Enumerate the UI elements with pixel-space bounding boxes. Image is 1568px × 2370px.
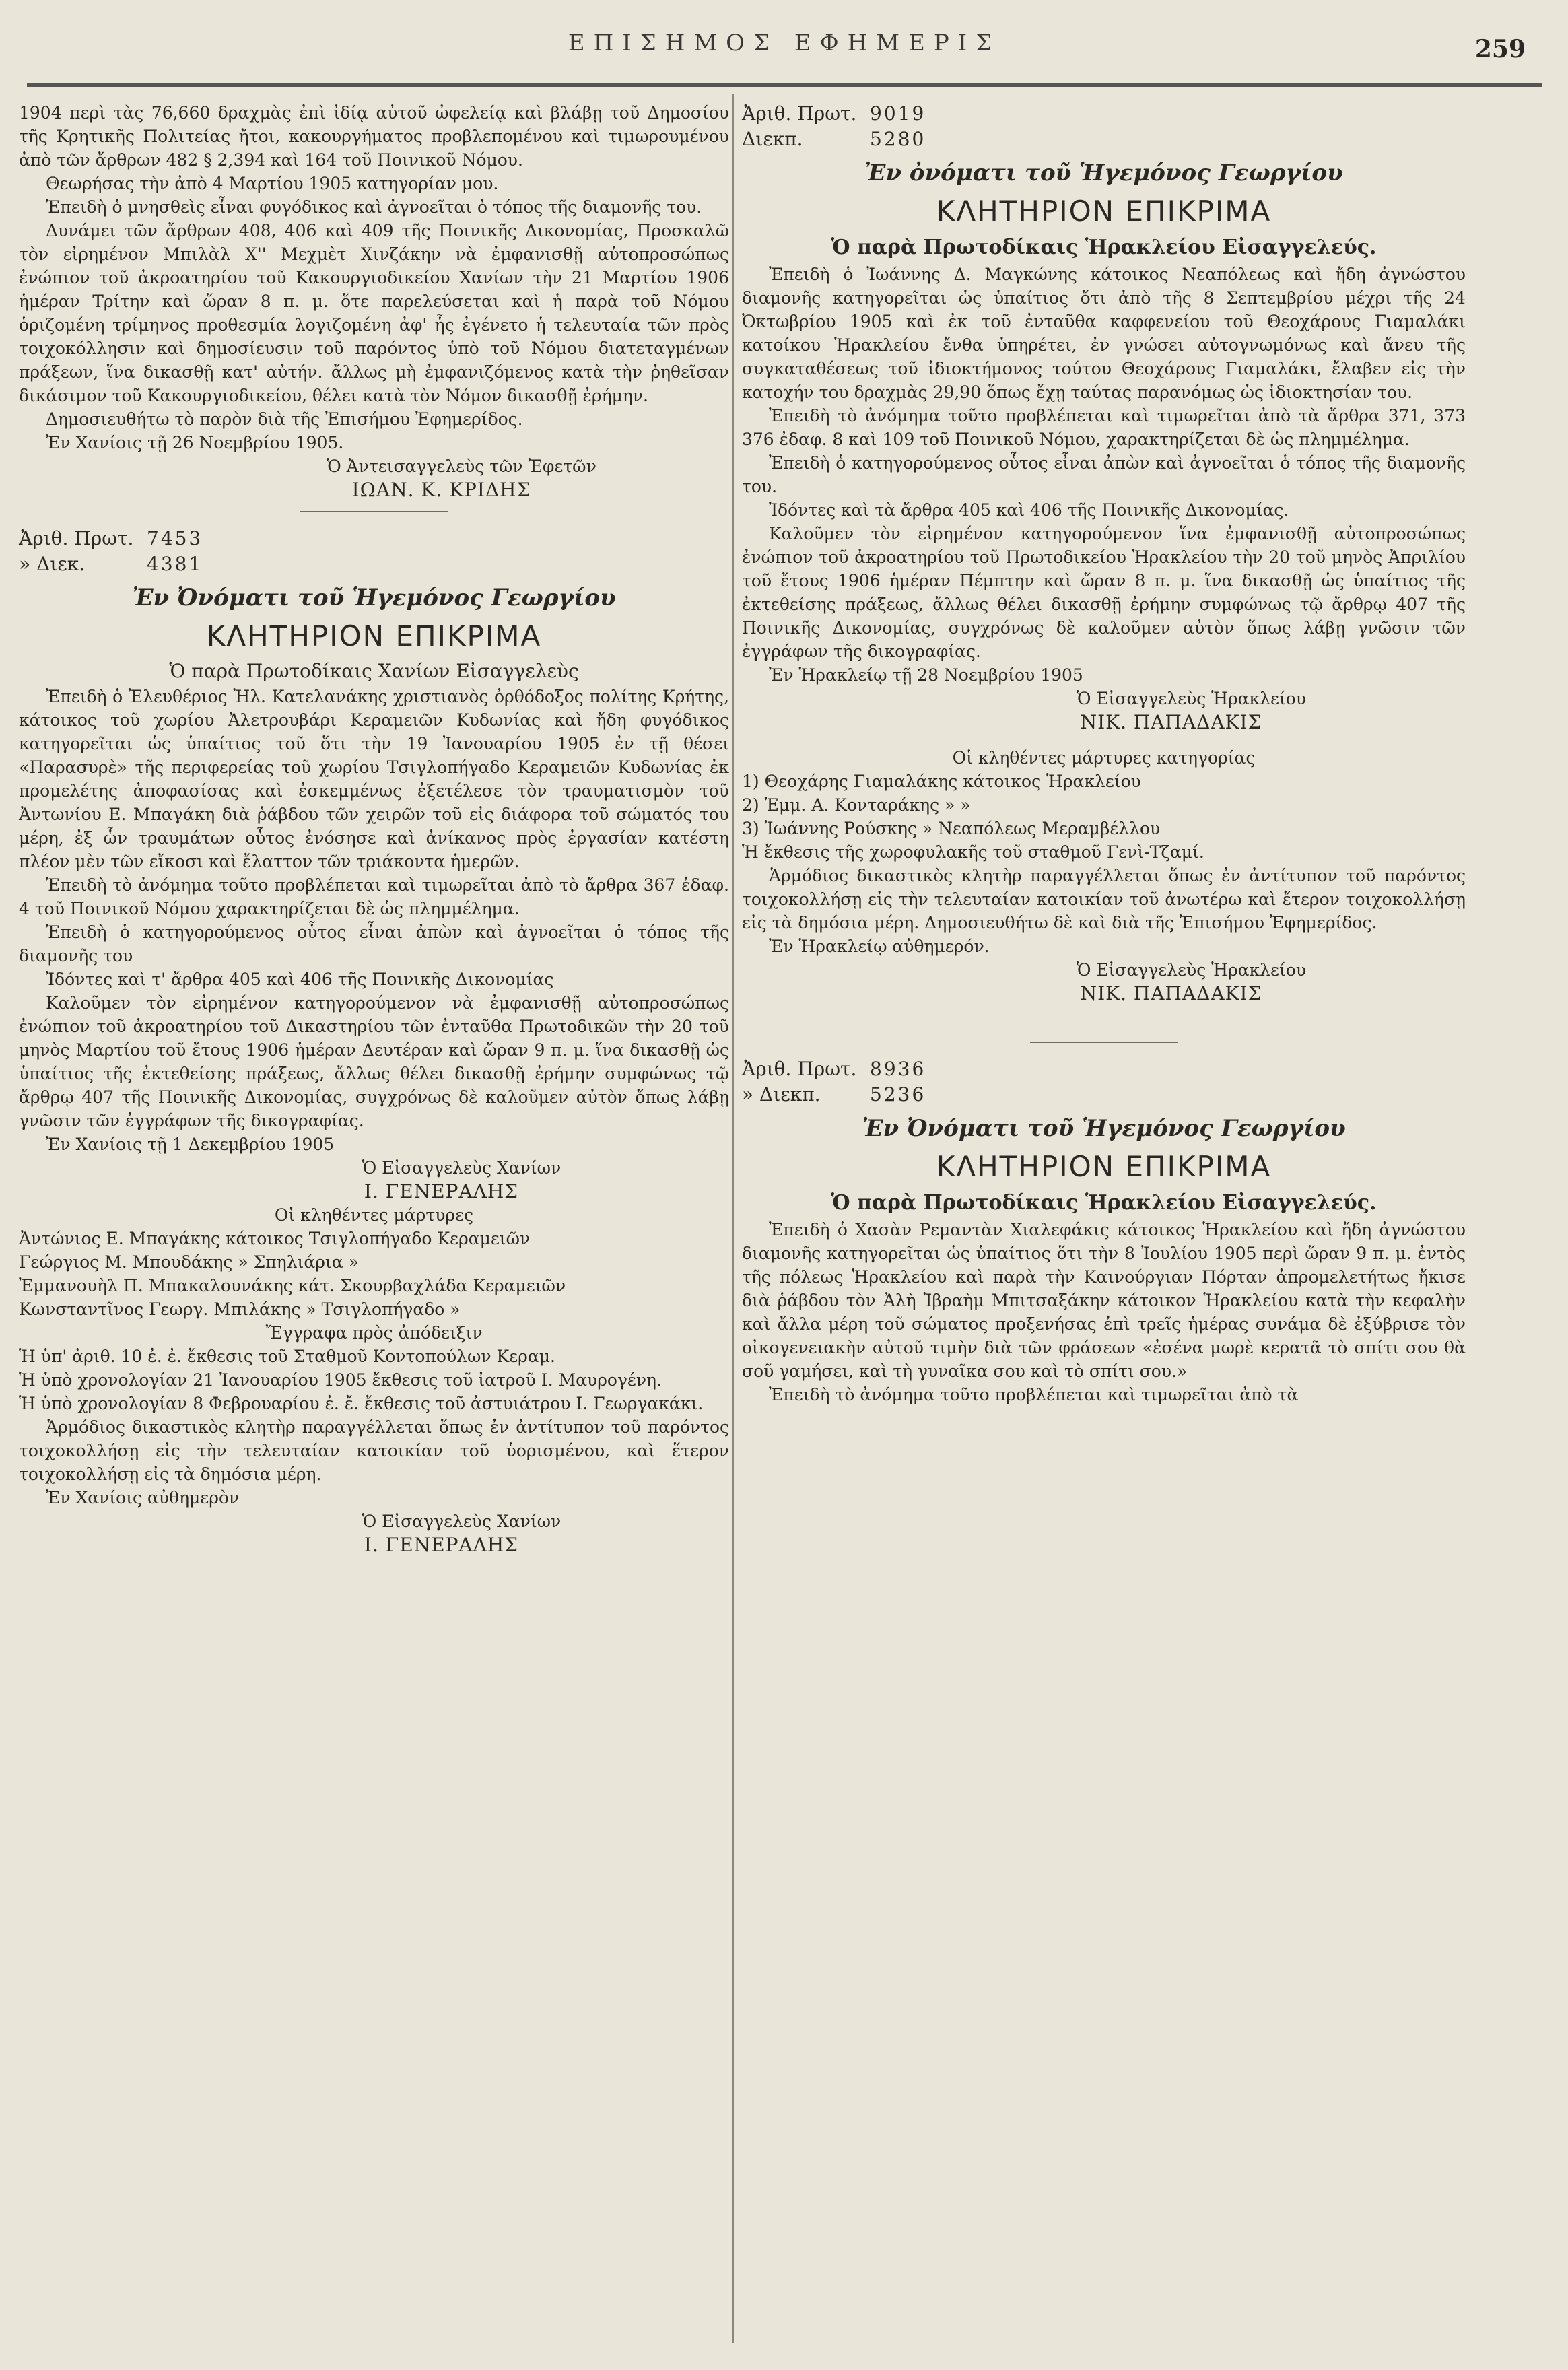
b2-ref1-number: 7453	[147, 527, 203, 549]
b2-banner: Ἐν Ὀνόματι τοῦ Ἡγεμόνος Γεωργίου	[132, 584, 616, 611]
b2-court: Ὁ παρὰ Πρωτοδίκαις Χανίων Εἰσαγγελεὺς	[169, 660, 579, 682]
b2-sign-name: Ι. ΓΕΝΕΡΑΛΗΣ	[364, 1180, 519, 1203]
intro-date: Ἐν Χανίοις τῇ 26 Νοεμβρίου 1905.	[46, 433, 344, 452]
b2-doc-1: Ἡ ὑπ' ἀριθ. 10 ἐ. ἐ. ἔκθεσις τοῦ Σταθμοῦ Κοντοπούλων Κεραμ.	[19, 1347, 555, 1366]
b2-ref1-label: Ἀριθ. Πρωτ.	[19, 527, 134, 549]
intro-sign-name: ΙΩΑΝ. Κ. ΚΡΙΔΗΣ	[351, 479, 531, 501]
b1-para-2: Ἐπειδὴ τὸ ἀνόμημα τοῦτο προβλέπεται καὶ τιμωρεῖται ἀπὸ τὰ ἄρθρα 371, 373 376 ἐδαφ. 8 καὶ 109 τοῦ Ποινικοῦ Νόμου, χαρακτηρίζεται δὲ ὡς πλημμέλημα.	[742, 406, 1466, 449]
b1-ref1-label: Ἀριθ. Πρωτ.	[742, 102, 857, 125]
b2-witness-4: Κωνσταντῖνος Γεωργ. Μπιλάκης » Τσιγλοπήγαδο »	[19, 1299, 461, 1319]
b3-para-2: Ἐπειδὴ τὸ ἀνόμημα τοῦτο προβλέπεται καὶ τιμωρεῖται ἀπὸ τὰ	[769, 1385, 1299, 1404]
b3-para-1: Ἐπειδὴ ὁ Χασὰν Ρεμαντὰν Χιαλεφάκις κάτοικος Ἡρακλείου καὶ ἤδη ἀγνώστου διαμονῆς κατηγορεῖται ὡς ὑπαίτιος ὅτι τὴν 8 Ἰουλίου 1905 περὶ ὥραν 9 π. μ. ἐντὸς τῆς πόλεως Ἡρακλείου καὶ παρὰ τὴν Καινούργιαν Πόρταν ἀπρομελετήτως ἤκισε διὰ ῥάβδου τὸν Ἀλὴ Ἰβραὴμ Μπιτσαξάκην κάτοικον Ἡρακλείου κατὰ τὴν κεφαλὴν καὶ ἄλλα μέρη τοῦ σώματος προξενήσας ἐπὶ τρεῖς ἡμέρας συνάμα δὲ ἐξύβρισε τὸν οἰκογενειακὴν αὐτοῦ τιμὴν διὰ τῶν φράσεων «ἐσένα μωρὲ κερατᾶ τὸ σπίτι σου θὰ σοῦ γαμήσει, καὶ τὴ γυναῖκα σου καὶ τὸ σπίτι σου.»	[742, 1220, 1466, 1381]
b2-doc-2: Ἡ ὑπὸ χρονολογίαν 21 Ἰανουαρίου 1905 ἔκθεσις τοῦ ἰατροῦ Ι. Μαυρογένη.	[19, 1370, 662, 1390]
b2-witness-1: Ἀντώνιος Ε. Μπαγάκης κάτοικος Τσιγλοπήγαδο Κεραμειῶν	[19, 1229, 531, 1248]
column-divider	[732, 94, 734, 2343]
b2-sign-title: Ὁ Εἰσαγγελεὺς Χανίων	[362, 1158, 561, 1178]
b2-ref-dispatch	[19, 551, 729, 577]
b1-para-4: Ἰδόντες καὶ τὰ ἄρθρα 405 καὶ 406 τῆς Ποινικῆς Δικονομίας.	[769, 500, 1289, 520]
b2-witness-2: Γεώργιος Μ. Μπουδάκης » Σπηλιάρια »	[19, 1252, 359, 1272]
intro-para-5: Δημοσιευθήτω τὸ παρὸν διὰ τῆς Ἐπισήμου Ἐφημερίδος.	[46, 409, 523, 429]
b2-witness-heading: Οἱ κληθέντες μάρτυρες	[274, 1205, 474, 1225]
b1-title: ΚΛΗΤΗΡΙΟΝ ΕΠΙΚΡΙΜΑ	[936, 195, 1272, 228]
b3-banner: Ἐν Ὀνόματι τοῦ Ἡγεμόνος Γεωργίου	[862, 1115, 1346, 1142]
b2-ref2-label: » Διεκ.	[19, 553, 86, 575]
b1-ref-dispatch	[742, 127, 1466, 152]
right-column	[742, 101, 1466, 1407]
b2-title: ΚΛΗΤΗΡΙΟΝ ΕΠΙΚΡΙΜΑ	[206, 619, 542, 652]
b1-closing: Ἁρμόδιος δικαστικὸς κλητὴρ παραγγέλλεται ὅπως ἐν ἀντίτυπον τοῦ παρόντος τοιχοκολλήσῃ εἰς τὴν τελευταίαν κατοικίαν τοῦ ἀνωτέρω καὶ ἕτερον τοιχοκολλήσῃ εἰς τὰ δημόσια μέρη. Δημοσιευθήτω δὲ καὶ διὰ τῆς Ἐπισήμου Ἐφημερίδος.	[742, 866, 1466, 933]
b1-para-1: Ἐπειδὴ ὁ Ἰωάννης Δ. Μαγκώνης κάτοικος Νεαπόλεως καὶ ἤδη ἀγνώστου διαμονῆς κατηγορεῖται ὡς ὑπαίτιος ὅτι ἀπὸ τῆς 8 Σεπτεμβρίου μέχρι τῆς 24 Ὀκτωβρίου 1905 καὶ ἐκ τοῦ ἐνταῦθα καφφενείου τοῦ Θεοχάρους Γιαμαλάκι κατοίκου Ἡρακλείου ἔνθα ὑπηρέτει, ἐν γνώσει αὐτογνωμόνως καὶ ἄνευ τῆς συγκαταθέσεως τοῦ ἰδιοκτήμονος τούτου Θεοχάρους Γιαμαλάκι, ἔλαβεν εἰς τὴν κατοχήν του δραχμὰς 29,90 ὅπως ἔχῃ ταύτας παρανόμως ὡς ἰδιοκτησίαν του.	[742, 265, 1466, 402]
header-rule	[27, 83, 1542, 87]
b3-ref-protocol	[742, 1056, 1466, 1082]
b1-closing-sign-name: ΝΙΚ. ΠΑΠΑΔΑΚΙΣ	[1080, 982, 1262, 1005]
left-column	[19, 101, 729, 1557]
b1-witness-note: Ἡ ἔκθεσις τῆς χωροφυλακῆς τοῦ σταθμοῦ Γενὶ-Τζαμί.	[742, 842, 1204, 862]
b3-title: ΚΛΗΤΗΡΙΟΝ ΕΠΙΚΡΙΜΑ	[936, 1150, 1272, 1183]
b1-sign-title: Ὁ Εἰσαγγελεὺς Ἡρακλείου	[1076, 689, 1307, 708]
b2-closing-date: Ἐν Χανίοις αὐθημερὸν	[46, 1488, 240, 1508]
b2-docs-heading: Ἔγγραφα πρὸς ἀπόδειξιν	[265, 1323, 483, 1343]
block-separator	[1030, 1042, 1178, 1043]
b1-witness-3: 3) Ἰωάννης Ρούσκης » Νεαπόλεως Μεραμβέλλου	[742, 819, 1161, 838]
b1-ref2-number: 5280	[870, 128, 926, 150]
page-number: 259	[1474, 35, 1526, 63]
block-separator	[300, 511, 448, 512]
b1-para-3: Ἐπειδὴ ὁ κατηγορούμενος οὗτος εἶναι ἀπὼν καὶ ἀγνοεῖται ὁ τόπος τῆς διαμονῆς του.	[742, 453, 1466, 496]
b2-para-3: Ἐπειδὴ ὁ κατηγορούμενος οὗτος εἶναι ἀπὼν καὶ ἀγνοεῖται ὁ τόπος τῆς διαμονῆς του	[19, 922, 729, 966]
b2-para-1: Ἐπειδὴ ὁ Ἐλευθέριος Ἠλ. Κατελανάκης χριστιανὸς ὀρθόδοξος πολίτης Κρήτης, κάτοικος τοῦ χωρίου Ἀλετρουβάρι Κεραμειῶν Κυδωνίας καὶ ἤδη φυγόδικος κατηγορεῖται ὡς ὑπαίτιος τοῦ ὅτι τὴν 19 Ἰανουαρίου 1905 ἐν τῇ θέσει «Παρασυρὲ» τῆς περιφερείας τοῦ χωρίου Τσιγλοπήγαδο Κεραμειῶν Κυδωνίας ἐκ προμελέτης ἀποφασίσας καὶ ἐσκεμμένως ἐξετέλεσε τὸν τραυματισμὸν τοῦ Ἀντωνίου Ε. Μπαγάκη διὰ ῥάβδου τῶν χειρῶν τοῦ εἰς διάφορα τοῦ σώματός του μέρη, ἐξ ὧν τραυμάτων οὗτος ἐνόσησε καὶ ἀνίκανος πρὸς ἐργασίαν κατέστη πλέον μὲν τῶν εἴκοσι καὶ ἔλαττον τῶν τριάκοντα ἡμερῶν.	[19, 687, 729, 871]
b3-court: Ὁ παρὰ Πρωτοδίκαις Ἡρακλείου Εἰσαγγελεύς.	[831, 1191, 1377, 1215]
b3-ref-dispatch	[742, 1082, 1466, 1108]
b1-witness-heading: Οἱ κληθέντες μάρτυρες κατηγορίας	[952, 748, 1256, 768]
b2-date: Ἐν Χανίοις τῇ 1 Δεκεμβρίου 1905	[46, 1135, 335, 1154]
b2-witness-3: Ἐμμανουὴλ Π. Μπακαλουνάκης κάτ. Σκουρβαχλάδα Κεραμειῶν	[19, 1276, 566, 1295]
b2-ref2-number: 4381	[147, 553, 203, 575]
b3-ref2-label: » Διεκπ.	[742, 1083, 821, 1106]
b3-ref1-label: Ἀριθ. Πρωτ.	[742, 1058, 857, 1080]
b3-ref2-number: 5236	[870, 1083, 926, 1106]
b1-witness-1: 1) Θεοχάρης Γιαμαλάκης κάτοικος Ἡρακλείου	[742, 772, 1141, 791]
b3-ref1-number: 8936	[870, 1058, 926, 1080]
b1-closing-sign-title: Ὁ Εἰσαγγελεὺς Ἡρακλείου	[1076, 960, 1307, 980]
b2-doc-3: Ἡ ὑπὸ χρονολογίαν 8 Φεβρουαρίου ἐ. ἔ. ἔκθεσις τοῦ ἀστυιάτρου Ι. Γεωργακάκι.	[19, 1394, 704, 1413]
b1-ref1-number: 9019	[870, 102, 926, 125]
b1-closing-date: Ἐν Ἡρακλείῳ αὐθημερόν.	[769, 937, 990, 956]
intro-para-3: Ἐπειδὴ ὁ μνησθεὶς εἶναι φυγόδικος καὶ ἀγνοεῖται ὁ τόπος τῆς διαμονῆς του.	[46, 197, 702, 217]
intro-sign-title: Ὁ Ἀντεισαγγελεὺς τῶν Ἐφετῶν	[327, 456, 596, 476]
intro-para-4: Δυνάμει τῶν ἄρθρων 408, 406 καὶ 409 τῆς Ποινικῆς Δικονομίας, Προσκαλῶ τὸν εἰρημένον Μπιλὰλ Χ'' Μεχμὲτ Χινζάκην νὰ ἐμφανισθῇ αὐτοπροσώπως ἐνώπιον τοῦ ἀκροατηρίου τοῦ Κακουργιοδικείου Χανίων τὴν 21 Μαρτίου 1906 ἡμέραν Τρίτην καὶ ὥραν 8 π. μ. ὅτε παρελεύσεται καὶ ἡ παρὰ τοῦ Νόμου ὁριζομένη τρίμηνος προθεσμία λογιζομένη ἀφ' ἧς ἐγένετο ἡ τελευταία τῶν πρὸς τοιχοκόλλησιν καὶ δημοσίευσιν τοῦ παρόντος ὑπὸ τοῦ Νόμου διατεταγμένων πράξεων, ἵνα δικασθῇ κατ' αὐτήν. ἄλλως μὴ ἐμφανιζόμενος κατὰ τὴν ῥηθεῖσαν δικάσιμον τοῦ Κακουργιοδικείου, θέλει κατὰ τὸν Νόμον δικασθῇ ἐρήμην.	[19, 221, 729, 405]
b1-ref2-label: Διεκπ.	[742, 128, 803, 150]
b1-date: Ἐν Ἡρακλείῳ τῇ 28 Νοεμβρίου 1905	[769, 665, 1083, 685]
spacer	[742, 734, 1466, 746]
b1-court: Ὁ παρὰ Πρωτοδίκαις Ἡρακλείου Εἰσαγγελεύς.	[831, 236, 1377, 259]
b1-para-5: Καλοῦμεν τὸν εἰρημένον κατηγορούμενον ἵνα ἐμφανισθῇ αὐτοπροσώπως ἐνώπιον τοῦ ἀκροατηρίου τοῦ Πρωτοδικείου Ἡρακλείου τὴν 20 τοῦ μηνὸς Ἀπριλίου τοῦ ἔτους 1906 ἡμέραν Πέμπτην καὶ ὥραν 8 π. μ. ἵνα δικασθῇ ὡς ὑπαίτιος τῆς ἐκτεθείσης πράξεως, ἄλλως θέλει δικασθῇ ἐρήμην συμφώνως τῷ ἄρθρῳ 407 τῆς Ποινικῆς Δικονομίας, συγχρόνως δὲ καλοῦμεν αὐτὸν ὅπως λάβῃ γνῶσιν τῶν ἐγγράφων τῆς δικογραφίας.	[742, 524, 1466, 661]
b1-witness-2: 2) Ἐμμ. Α. Κονταράκης » »	[742, 795, 971, 815]
intro-para-2: Θεωρήσας τὴν ἀπὸ 4 Μαρτίου 1905 κατηγορίαν μου.	[46, 174, 499, 193]
b1-banner: Ἐν ὀνόματι τοῦ Ἡγεμόνος Γεωργίου	[864, 160, 1343, 187]
b2-closing-sign-title: Ὁ Εἰσαγγελεὺς Χανίων	[362, 1512, 561, 1531]
masthead-title: ΕΠΙΣΗΜΟΣ ΕΦΗΜΕΡΙΣ	[568, 30, 1001, 57]
intro-para-1: 1904 περὶ τὰς 76,660 δραχμὰς ἐπὶ ἰδίᾳ αὐτοῦ ὠφελείᾳ καὶ βλάβῃ τοῦ Δημοσίου τῆς Κρητικῆς Πολιτείας ἤτοι, κακουργήματος προβλεπομένου καὶ τιμωρουμένου ἀπὸ τῶν ἄρθρων 482 § 2,394 καὶ 164 τοῦ Ποινικοῦ Νόμου.	[19, 103, 729, 170]
b2-para-4: Ἰδόντες καὶ τ' ἄρθρα 405 καὶ 406 τῆς Ποινικῆς Δικονομίας	[46, 970, 554, 989]
page-header	[27, 30, 1542, 83]
b2-closing-sign-name: Ι. ΓΕΝΕΡΑΛΗΣ	[364, 1534, 519, 1556]
spacer	[742, 1005, 1466, 1032]
b1-sign-name: ΝΙΚ. ΠΑΠΑΔΑΚΙΣ	[1080, 711, 1262, 733]
b2-para-5: Καλοῦμεν τὸν εἰρημένον κατηγορούμενον νὰ ἐμφανισθῇ αὐτοπροσώπως ἐνώπιον τοῦ ἀκροατηρίου τοῦ Δικαστηρίου τῶν ἐνταῦθα Πρωτοδικῶν τὴν 20 τοῦ μηνὸς Μαρτίου τοῦ ἔτους 1906 ἡμέραν Δευτέραν καὶ ὥραν 9 π. μ. ἵνα δικασθῇ ὡς ὑπαίτιος τῆς ἐκτεθείσης πράξεως, ἄλλως θέλει δικασθῇ ἐρήμην συμφώνως τῷ ἄρθρῳ 407 τῆς Ποινικῆς Δικονομίας, συγχρόνως δὲ καλοῦμεν αὐτὸν ὅπως λάβῃ γνῶσιν τῶν ἐγγράφων τῆς δικογραφίας.	[19, 993, 729, 1130]
b2-ref-protocol	[19, 526, 729, 551]
b1-ref-protocol	[742, 101, 1466, 127]
b2-closing: Ἁρμόδιος δικαστικὸς κλητὴρ παραγγέλλεται ὅπως ἐν ἀντίτυπον τοῦ παρόντος τοιχοκολλήσῃ εἰς τὴν τελευταίαν κατοικίαν τοῦ ὑορισμένου, καὶ ἕτερον τοιχοκολλήσῃ εἰς τὰ δημόσια μέρη.	[19, 1417, 729, 1484]
b2-para-2: Ἐπειδὴ τὸ ἀνόμημα τοῦτο προβλέπεται καὶ τιμωρεῖται ἀπὸ τὸ ἄρθρα 367 ἐδαφ. 4 τοῦ Ποινικοῦ Νόμου χαρακτηρίζεται δὲ ὡς πλημμέλημα.	[19, 875, 729, 918]
